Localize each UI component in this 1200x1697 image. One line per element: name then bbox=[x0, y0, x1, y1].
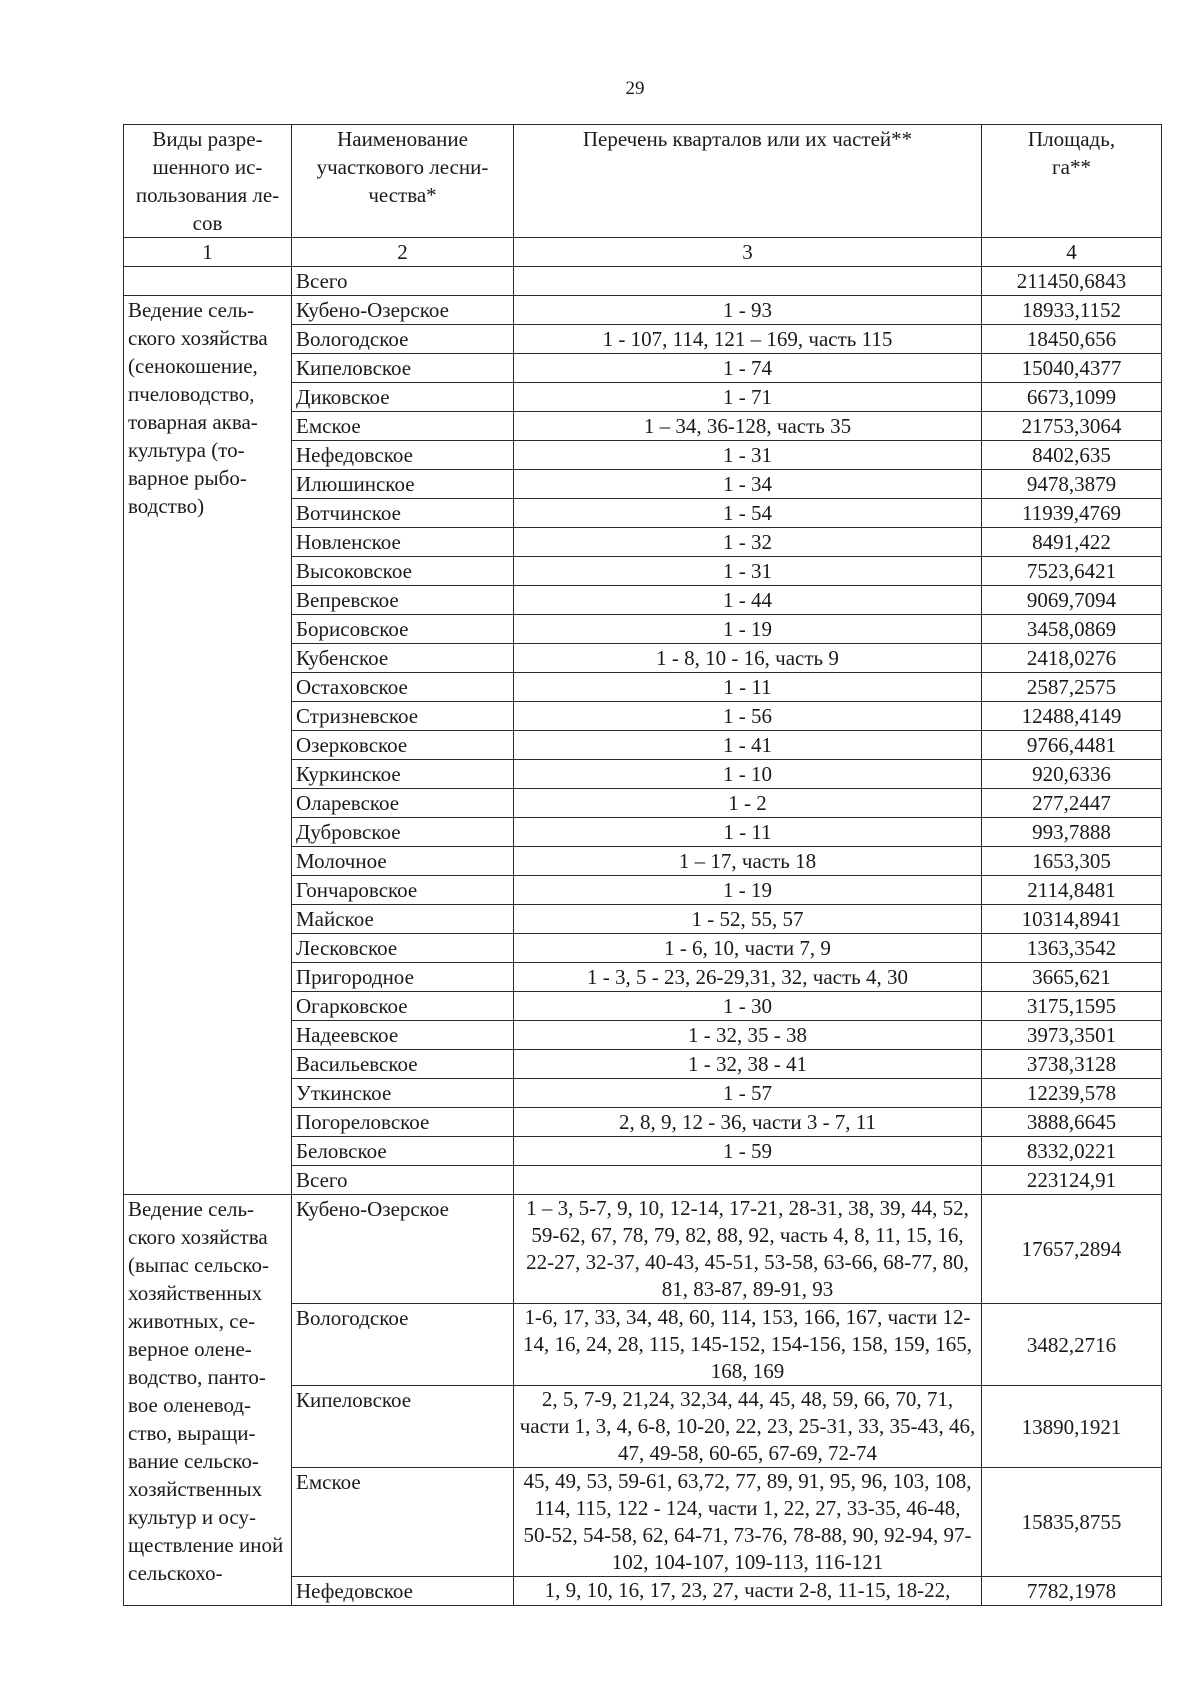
area-value: 3175,1595 bbox=[982, 992, 1162, 1021]
forestry-name: Вологодское bbox=[292, 1304, 514, 1386]
quarters-list: 1 - 30 bbox=[514, 992, 982, 1021]
quarters-list: 1 - 8, 10 - 16, часть 9 bbox=[514, 644, 982, 673]
quarters-list: 2, 5, 7-9, 21,24, 32,34, 44, 45, 48, 59, 66, 70, 71, части 1, 3, 4, 6-8, 10-20, 22, 23, 25-31, 33, 35-43, 46, 47, 49-58, 60-65, 67-69, 72-74 bbox=[514, 1386, 982, 1468]
quarters-list: 1 - 71 bbox=[514, 383, 982, 412]
quarters-list: 1 - 34 bbox=[514, 470, 982, 499]
forestry-name: Пригородное bbox=[292, 963, 514, 992]
quarters-list: 1 - 31 bbox=[514, 441, 982, 470]
forestry-name: Дубровское bbox=[292, 818, 514, 847]
area-value: 9478,3879 bbox=[982, 470, 1162, 499]
quarters-list: 1 - 10 bbox=[514, 760, 982, 789]
quarters-list: 1 - 41 bbox=[514, 731, 982, 760]
table-row bbox=[124, 1195, 1162, 1304]
forestry-name: Кубено-Озерское bbox=[292, 1195, 514, 1304]
area-value: 1363,3542 bbox=[982, 934, 1162, 963]
area-value: 223124,91 bbox=[982, 1166, 1162, 1195]
forestry-name: Илюшинское bbox=[292, 470, 514, 499]
quarters-list: 1 - 11 bbox=[514, 818, 982, 847]
column-number: 4 bbox=[982, 238, 1162, 267]
area-value: 7782,1978 bbox=[982, 1577, 1162, 1606]
quarters-list: 1 - 74 bbox=[514, 354, 982, 383]
area-value: 18933,1152 bbox=[982, 296, 1162, 325]
forestry-name: Уткинское bbox=[292, 1079, 514, 1108]
forestry-name: Нефедовское bbox=[292, 441, 514, 470]
area-value: 7523,6421 bbox=[982, 557, 1162, 586]
quarters-list: 1 - 32 bbox=[514, 528, 982, 557]
forestry-name: Новленское bbox=[292, 528, 514, 557]
area-value: 17657,2894 bbox=[982, 1195, 1162, 1304]
quarters-list: 1 - 6, 10, части 7, 9 bbox=[514, 934, 982, 963]
forestry-name: Борисовское bbox=[292, 615, 514, 644]
forestry-name: Куркинское bbox=[292, 760, 514, 789]
quarters-list: 1 - 52, 55, 57 bbox=[514, 905, 982, 934]
area-value: 3458,0869 bbox=[982, 615, 1162, 644]
forestry-name: Кубенское bbox=[292, 644, 514, 673]
quarters-list: 1 - 59 bbox=[514, 1137, 982, 1166]
header-row bbox=[124, 125, 1162, 238]
quarters-list: 1 - 32, 38 - 41 bbox=[514, 1050, 982, 1079]
table-row bbox=[124, 296, 1162, 325]
table-body bbox=[124, 267, 1162, 1606]
area-value: 8491,422 bbox=[982, 528, 1162, 557]
area-value: 3482,2716 bbox=[982, 1304, 1162, 1386]
forestry-name: Молочное bbox=[292, 847, 514, 876]
area-value: 277,2447 bbox=[982, 789, 1162, 818]
quarters-list: 1 - 32, 35 - 38 bbox=[514, 1021, 982, 1050]
forestry-name: Стризневское bbox=[292, 702, 514, 731]
quarters-list: 1 - 93 bbox=[514, 296, 982, 325]
forestry-name: Емское bbox=[292, 412, 514, 441]
quarters-list bbox=[514, 267, 982, 296]
forestry-name: Вепревское bbox=[292, 586, 514, 615]
quarters-list: 1 - 2 bbox=[514, 789, 982, 818]
area-value: 2114,8481 bbox=[982, 876, 1162, 905]
quarters-list: 1 - 54 bbox=[514, 499, 982, 528]
area-value: 15835,8755 bbox=[982, 1468, 1162, 1577]
forestry-name: Кубено-Озерское bbox=[292, 296, 514, 325]
forestry-name: Всего bbox=[292, 267, 514, 296]
column-number: 3 bbox=[514, 238, 982, 267]
quarters-list: 2, 8, 9, 12 - 36, части 3 - 7, 11 bbox=[514, 1108, 982, 1137]
column-number: 2 bbox=[292, 238, 514, 267]
quarters-list: 1 - 56 bbox=[514, 702, 982, 731]
forestry-name: Кипеловское bbox=[292, 354, 514, 383]
quarters-list bbox=[514, 1166, 982, 1195]
forestry-name: Емское bbox=[292, 1468, 514, 1577]
area-value: 21753,3064 bbox=[982, 412, 1162, 441]
area-value: 12239,578 bbox=[982, 1079, 1162, 1108]
forestry-name: Диковское bbox=[292, 383, 514, 412]
area-value: 3665,621 bbox=[982, 963, 1162, 992]
area-value: 13890,1921 bbox=[982, 1386, 1162, 1468]
forestry-name: Остаховское bbox=[292, 673, 514, 702]
area-value: 18450,656 bbox=[982, 325, 1162, 354]
forestry-name: Кипеловское bbox=[292, 1386, 514, 1468]
forestry-name: Огарковское bbox=[292, 992, 514, 1021]
area-value: 15040,4377 bbox=[982, 354, 1162, 383]
area-value: 2587,2575 bbox=[982, 673, 1162, 702]
area-value: 3973,3501 bbox=[982, 1021, 1162, 1050]
forestry-name: Погореловское bbox=[292, 1108, 514, 1137]
quarters-list: 1 - 107, 114, 121 – 169, часть 115 bbox=[514, 325, 982, 354]
area-value: 3888,6645 bbox=[982, 1108, 1162, 1137]
quarters-list: 1 – 34, 36-128, часть 35 bbox=[514, 412, 982, 441]
area-value: 993,7888 bbox=[982, 818, 1162, 847]
forestry-name: Гончаровское bbox=[292, 876, 514, 905]
quarters-list: 1-6, 17, 33, 34, 48, 60, 114, 153, 166, 167, части 12-14, 16, 24, 28, 115, 145-152, 154-156, 158, 159, 165, 168, 169 bbox=[514, 1304, 982, 1386]
area-value: 6673,1099 bbox=[982, 383, 1162, 412]
forestry-name: Оларевское bbox=[292, 789, 514, 818]
area-value: 2418,0276 bbox=[982, 644, 1162, 673]
forestry-name: Надеевское bbox=[292, 1021, 514, 1050]
use-type-cell: Ведение сель- ского хозяйства (выпас сельско- хозяйственных животных, се- верное олене- водство, панто- вое оленевод- ство, выращи- вание сельско- хозяйственных культур и осу- ществление иной сельскохо- bbox=[124, 1195, 292, 1606]
header-forestry-name: Наименование участкового лесни- чества* bbox=[292, 125, 514, 238]
forestry-name: Лесковское bbox=[292, 934, 514, 963]
table-row bbox=[124, 267, 1162, 296]
quarters-list: 1 - 11 bbox=[514, 673, 982, 702]
area-value: 9766,4481 bbox=[982, 731, 1162, 760]
area-value: 11939,4769 bbox=[982, 499, 1162, 528]
use-type-cell bbox=[124, 267, 292, 296]
forestry-name: Вотчинское bbox=[292, 499, 514, 528]
area-value: 8402,635 bbox=[982, 441, 1162, 470]
area-value: 10314,8941 bbox=[982, 905, 1162, 934]
area-value: 920,6336 bbox=[982, 760, 1162, 789]
forest-use-table bbox=[123, 124, 1162, 1606]
quarters-list: 1 - 19 bbox=[514, 876, 982, 905]
forestry-name: Всего bbox=[292, 1166, 514, 1195]
forestry-name: Высоковское bbox=[292, 557, 514, 586]
use-type-cell: Ведение сель- ского хозяйства (сенокошение, пчеловодство, товарная аква- культура (то- варное рыбо- водство) bbox=[124, 296, 292, 1195]
quarters-list: 1 - 57 bbox=[514, 1079, 982, 1108]
area-value: 9069,7094 bbox=[982, 586, 1162, 615]
quarters-list: 1 - 44 bbox=[514, 586, 982, 615]
area-value: 1653,305 bbox=[982, 847, 1162, 876]
quarters-list: 1, 9, 10, 16, 17, 23, 27, части 2-8, 11-15, 18-22, bbox=[514, 1577, 982, 1606]
quarters-list: 1 - 3, 5 - 23, 26-29,31, 32, часть 4, 30 bbox=[514, 963, 982, 992]
quarters-list: 45, 49, 53, 59-61, 63,72, 77, 89, 91, 95, 96, 103, 108, 114, 115, 122 - 124, части 1, 22, 27, 33-35, 46-48, 50-52, 54-58, 62, 64-71, 73-76, 78-88, 90, 92-94, 97-102, 104-107, 109-113, 116-121 bbox=[514, 1468, 982, 1577]
forestry-name: Васильевское bbox=[292, 1050, 514, 1079]
column-number: 1 bbox=[124, 238, 292, 267]
header-area: Площадь, га** bbox=[982, 125, 1162, 238]
forestry-name: Озерковское bbox=[292, 731, 514, 760]
page-number: 29 bbox=[625, 78, 645, 99]
area-value: 8332,0221 bbox=[982, 1137, 1162, 1166]
quarters-list: 1 - 19 bbox=[514, 615, 982, 644]
area-value: 3738,3128 bbox=[982, 1050, 1162, 1079]
area-value: 211450,6843 bbox=[982, 267, 1162, 296]
area-value: 12488,4149 bbox=[982, 702, 1162, 731]
forestry-name: Беловское bbox=[292, 1137, 514, 1166]
forestry-name: Нефедовское bbox=[292, 1577, 514, 1606]
header-use-type: Виды разре- шенного ис- пользования ле- сов bbox=[124, 125, 292, 238]
forestry-name: Майское bbox=[292, 905, 514, 934]
column-number-row bbox=[124, 238, 1162, 267]
forestry-name: Вологодское bbox=[292, 325, 514, 354]
quarters-list: 1 – 17, часть 18 bbox=[514, 847, 982, 876]
quarters-list: 1 – 3, 5-7, 9, 10, 12-14, 17-21, 28-31, 38, 39, 44, 52, 59-62, 67, 78, 79, 82, 88, 92, часть 4, 8, 11, 15, 16, 22-27, 32-37, 40-43, 45-51, 53-58, 63-66, 68-77, 80, 81, 83-87, 89-91, 93 bbox=[514, 1195, 982, 1304]
header-quarters: Перечень кварталов или их частей** bbox=[514, 125, 982, 238]
quarters-list: 1 - 31 bbox=[514, 557, 982, 586]
